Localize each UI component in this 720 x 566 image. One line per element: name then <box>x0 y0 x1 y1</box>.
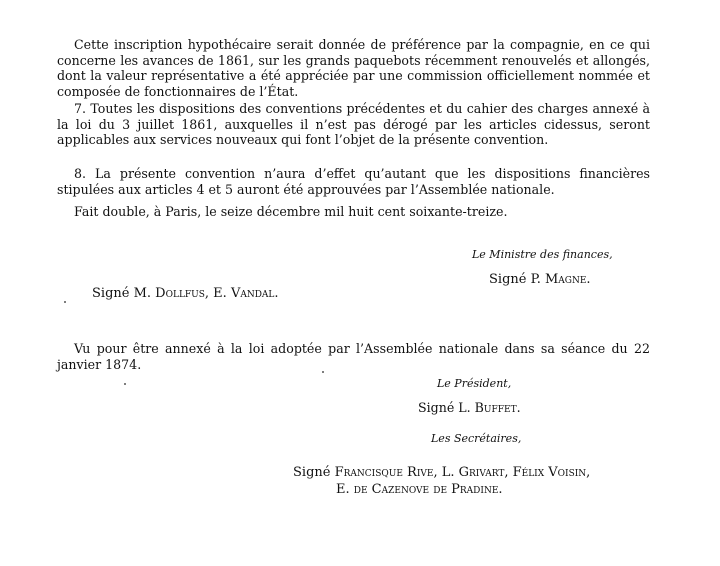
finance-minister-title: Le Ministre des finances, <box>472 248 613 261</box>
finance-minister-signed-prefix: Signé P. <box>489 272 541 287</box>
company-signature <box>92 286 279 301</box>
secretaries-signature-line-1 <box>293 465 590 480</box>
company-signer-2: Vandal. <box>230 286 279 301</box>
president-signature <box>418 400 521 415</box>
annex-note: Vu pour être annexé à la loi adoptée par l’Assemblée nationale dans sa séance du 22 janvier 1874. <box>57 341 650 372</box>
paper-speck <box>124 383 126 385</box>
paragraph-mortgage: Cette inscription hypothécaire serait donnée de préférence par la compagnie, en ce qui concerne les avances de 1861, sur les grands paquebots récemment renouvelés et allongés, dont la valeur représentative a été appréciée par une commission officiellement nommée et composée de fonctionnaires de l’État. <box>57 37 650 99</box>
company-signer-separator: , E. <box>204 286 227 301</box>
secretaries-signed-prefix: Signé <box>293 465 331 480</box>
president-signed-prefix: Signé L. <box>418 400 471 415</box>
secretaries-title: Les Secrétaires, <box>431 432 522 445</box>
finance-minister-name: Magne. <box>544 272 591 287</box>
paper-speck <box>322 371 324 373</box>
paper-speck <box>64 301 66 303</box>
president-name: Buffet. <box>474 400 521 415</box>
president-title: Le Président, <box>437 377 512 390</box>
secretaries-signature-line-2: E. de Cazenove de Pradine. <box>336 482 503 497</box>
paragraph-article-8: 8. La présente convention n’aura d’effet qu’autant que les dispositions financières stipulées aux articles 4 et 5 auront été approuvées par l’Assemblée nationale. <box>57 166 650 197</box>
paragraph-done-at-paris: Fait double, à Paris, le seize décembre mil huit cent soixante-treize. <box>74 204 508 219</box>
company-signer-1: Dollfus <box>155 286 205 301</box>
company-signed-prefix: Signé M. <box>92 286 152 301</box>
paragraph-article-7: 7. Toutes les dispositions des conventions précédentes et du cahier des charges annexé à la loi du 3 juillet 1861, auxquelles il n’est pas dérogé par les articles cidessus, seront applicables aux services nouveaux qui font l’objet de la présente convention. <box>57 101 650 147</box>
finance-minister-signature <box>489 272 591 287</box>
secretaries-names-1: Francisque Rive, L. Grivart, Félix Voisin, <box>334 465 591 480</box>
